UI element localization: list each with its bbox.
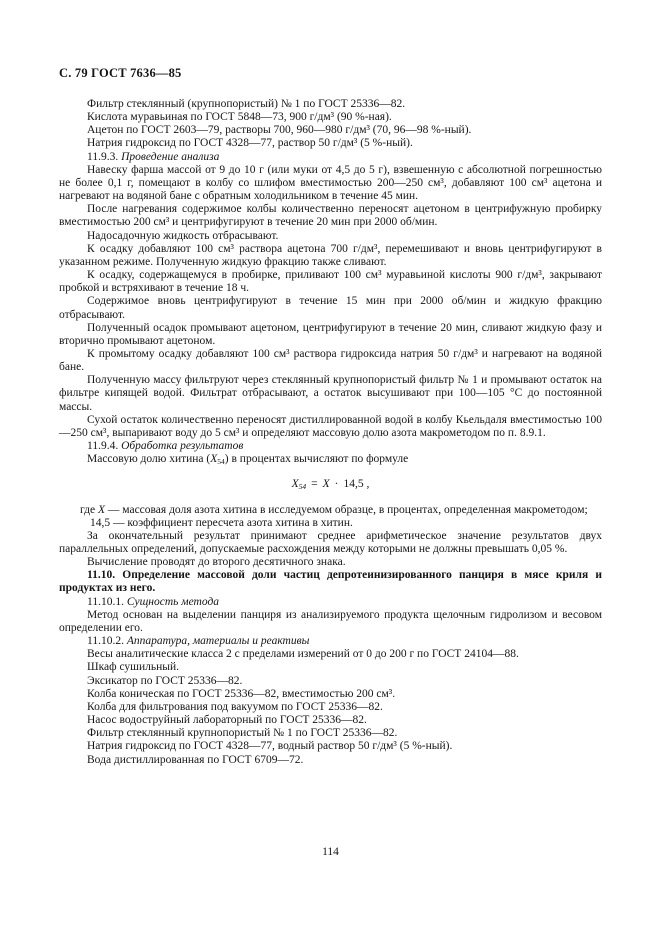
paragraph: Эксикатор по ГОСТ 25336—82. xyxy=(87,674,243,687)
paragraph: Навеску фарша массой от 9 до 10 г (или муки от 4,5 до 5 г), взвешенную с абсолютной погрешностью не более 0,1 г, помещают в колбу со шлифом вместимостью 200—250 см³, добавляют 100 см³ ацетона и нагревают на водяной бане с обратным холодильником в течение 45 мин. xyxy=(59,163,602,203)
where-text: — массовая доля азота хитина в исследуемом образце, в процентах, определенная макрометодом; xyxy=(105,503,588,516)
formula-where-definition: 14,5 — коэффициент пересчета азота хитина в хитин. xyxy=(90,516,353,529)
section-number: 11.9.4. xyxy=(87,440,119,453)
paragraph: Весы аналитические класса 2 с пределами измерений от 0 до 200 г по ГОСТ 24104—88. xyxy=(87,648,519,661)
page-header: С. 79 ГОСТ 7636—85 xyxy=(59,66,182,80)
paragraph: К осадку добавляют 100 см³ раствора ацетона 700 г/дм³, перемешивают и вновь центрифугируют в указанном режиме. Полученную жидкую фракцию также сливают. xyxy=(59,242,602,268)
formula-coefficient: 14,5 xyxy=(343,478,364,491)
section-number: 11.9.3. xyxy=(87,150,119,163)
equals-sign: = xyxy=(311,478,318,491)
section-heading-11-10-2 xyxy=(59,635,602,648)
section-number: 11.10.2. xyxy=(87,635,124,648)
document-content xyxy=(59,66,602,767)
formula-lhs-base: Х xyxy=(291,478,299,491)
paragraph: После нагревания содержимое колбы количественно переносят ацетоном в центрифужную пробирку вместимостью 200 см³ и центрифугируют в течение 20 мин при 2000 об/мин. xyxy=(59,203,602,229)
paragraph: Натрия гидроксид по ГОСТ 4328—77, раствор 50 г/дм³ (5 %-ный). xyxy=(87,137,413,150)
paragraph: Колба для фильтрования под вакуумом по ГОСТ 25336—82. xyxy=(87,700,383,713)
formula-intro-text: ) в процентах вычисляют по формуле xyxy=(224,453,409,466)
formula-where-definition xyxy=(59,504,602,517)
section-title: Проведение анализа xyxy=(121,150,220,163)
section-title: Сущность метода xyxy=(126,595,220,608)
paragraph: Вычисление проводят до второго десятичного знака. xyxy=(87,556,346,569)
section-title: Аппаратура, материалы и реактивы xyxy=(126,635,310,648)
paragraph: Надосадочную жидкость отбрасывают. xyxy=(87,229,279,242)
formula-lhs-subscript: 54 xyxy=(298,482,307,492)
section-title: Обработка результатов xyxy=(121,440,244,453)
paragraph: Полученную массу фильтруют через стеклянный крупнопористый фильтр № 1 и промывают остаток на фильтре кипящей водой. Фильтрат отбрасывают, а остаток высушивают при 100—105 °С до постоянной массы. xyxy=(59,374,602,413)
paragraph: Натрия гидроксид по ГОСТ 4328—77, водный раствор 50 г/дм³ (5 %-ный). xyxy=(87,740,453,753)
section-heading-11-10: 11.10. Определение массовой доли частиц депротеинизированного панциря в мясе криля и продуктах из него. xyxy=(59,569,602,595)
paragraph: Фильтр стеклянный крупнопористый № 1 по ГОСТ 25336—82. xyxy=(87,727,398,740)
formula-rhs-variable: Х xyxy=(322,478,330,491)
paragraph: К промытому осадку добавляют 100 см³ раствора гидроксида натрия 50 г/дм³ и нагревают на водяной бане. xyxy=(59,347,602,374)
paragraph: Насос водоструйный лабораторный по ГОСТ 25336—82. xyxy=(87,714,367,727)
paragraph: Шкаф сушильный. xyxy=(87,661,180,674)
section-heading-11-10-1 xyxy=(59,596,602,609)
paragraph: Фильтр стеклянный (крупнопористый) № 1 по ГОСТ 25336—82. xyxy=(87,98,406,110)
formula xyxy=(59,478,602,491)
formula-lhs-variable xyxy=(292,478,307,490)
section-heading-11-9-3 xyxy=(59,151,602,164)
page-number: 114 xyxy=(322,846,339,858)
formula-intro-variable: Х xyxy=(210,453,218,466)
section-number: 11.10.1. xyxy=(87,595,124,608)
paragraph: Содержимое вновь центрифугируют в течение 15 мин при 2000 об/мин и жидкую фракцию отбрасывают. xyxy=(59,295,602,321)
formula-intro xyxy=(59,453,602,466)
paragraph: Вода дистиллированная по ГОСТ 6709—72. xyxy=(87,753,304,766)
multiplication-dot: · xyxy=(334,478,339,491)
paragraph: К осадку, содержащемуся в пробирке, приливают 100 см³ муравьиной кислоты 900 г/дм³, закрывают пробкой и встряхивают в течение 18 ч. xyxy=(59,269,602,295)
formula-intro-subscript: 54 xyxy=(217,457,225,467)
where-variable: Х xyxy=(97,503,106,516)
paragraph: За окончательный результат принимают среднее арифметическое значение результатов двух параллельных определений, допускаемые расхождения между которыми не должны превышать 0,05 %. xyxy=(59,529,602,555)
paragraph: Сухой остаток количественно переносят дистиллированной водой в колбу Кьельдаля вместимостью 100—250 см³, выпаривают воду до 5 см³ и определяют массовую долю азота макрометодом по п. 8.9.1. xyxy=(59,413,602,439)
formula-intro-text: Массовую долю хитина ( xyxy=(87,453,211,466)
paragraph: Кислота муравьиная по ГОСТ 5848—73, 900 г/дм³ (90 %-ная). xyxy=(87,111,392,124)
where-lead: где xyxy=(80,503,98,516)
formula-comma: , xyxy=(366,478,370,491)
document-body xyxy=(59,98,602,767)
paragraph: Колба коническая по ГОСТ 25336—82, вместимостью 200 см³. xyxy=(87,687,396,700)
paragraph: Метод основан на выделении панциря из анализируемого продукта щелочным гидролизом и весовом определении его. xyxy=(59,608,602,634)
section-heading-11-9-4 xyxy=(59,440,602,453)
paragraph: Полученный осадок промывают ацетоном, центрифугируют в течение 20 мин, сливают жидкую фазу и вторично промывают ацетоном. xyxy=(59,321,602,347)
paragraph: Ацетон по ГОСТ 2603—79, растворы 700, 960—980 г/дм³ (70, 96—98 %-ный). xyxy=(87,124,472,137)
